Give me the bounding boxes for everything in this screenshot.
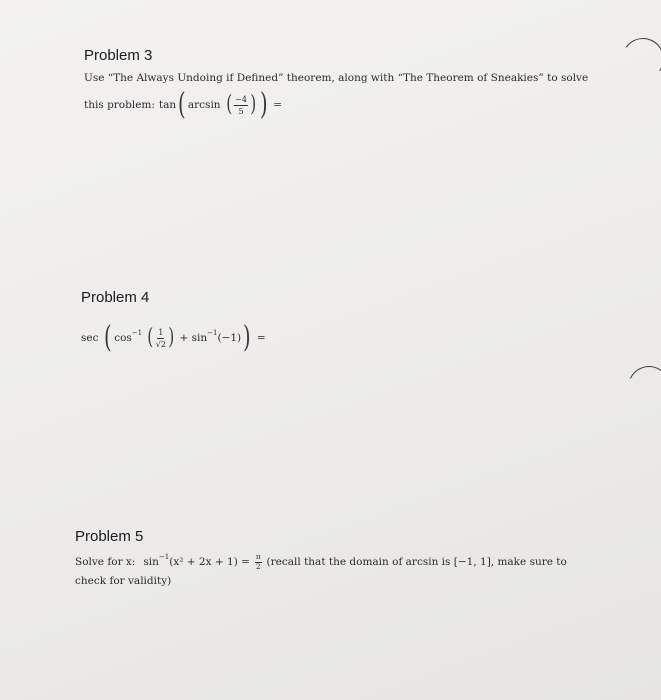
open-paren: ( [225,92,232,117]
fraction-denominator: 5 [238,106,244,116]
open-paren: ( [178,87,186,122]
problem-5-line2: check for validity) [75,575,172,587]
fraction-numerator: 1 [158,327,164,337]
open-paren: ( [147,325,154,350]
problem-4-title: Problem 4 [81,289,150,306]
fraction-denominator: √2 [155,339,166,349]
binder-hole-middle [622,360,661,414]
problem-5-argument: (x² + 2x + 1) = [169,556,250,568]
fraction-numerator: −4 [235,94,247,104]
problem-4-equals: = [256,332,266,344]
problem-5-fraction [255,554,262,571]
problem-5-prefix: Solve for x: [75,556,136,568]
open-paren: ( [104,320,113,355]
problem-3-instruction: Use “The Always Undoing if Defined” theorem, along with “The Theorem of Sneakies” to solve [84,72,589,84]
problem-4-arg: (−1) [217,332,242,344]
problem-4-expression [81,322,266,354]
fraction-denominator: 2 [256,562,261,571]
fraction-numerator: π [255,552,261,561]
problem-3-tan: tan [158,99,177,111]
problem-5-recall-text: (recall that the domain of arcsin is [−1, 1], make sure to [266,556,567,568]
close-paren: ) [243,320,251,355]
problem-3-fraction [234,95,248,116]
problem-3-title: Problem 3 [84,47,153,64]
problem-3-expression [84,87,283,122]
problem-4-plus-sin: + sin [179,332,208,344]
inverse-superscript: −1 [158,553,170,561]
problem-5-title: Problem 5 [75,528,144,545]
close-paren: ) [259,87,268,122]
problem-3-line2-prefix: this problem: [84,99,155,111]
problem-4-sec: sec [81,332,99,344]
inverse-superscript: −1 [207,329,218,337]
binder-hole-top [619,35,661,84]
close-paren: ) [168,325,175,350]
problem-3-arcsin: arcsin [187,99,221,111]
problem-4-cos: cos [114,332,132,344]
problem-4-fraction [156,328,166,349]
close-paren: ) [250,92,257,117]
problem-5-line1 [75,552,567,572]
inverse-superscript: −1 [131,329,143,337]
problem-5-sin: sin [143,556,159,568]
problem-3-equals: = [273,99,283,111]
